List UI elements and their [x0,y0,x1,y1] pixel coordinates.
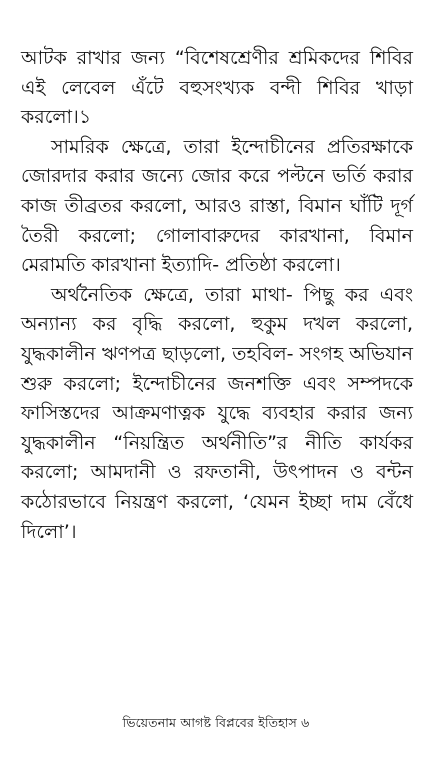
paragraph-1: আটক রাখার জন্য “বিশেষশ্রেণীর শ্রমিকদের শিবির এই লেবেল এঁটে বহুসংখ্যক বন্দী শিবির খাড়া করলো।১ [21,47,413,129]
body-text [21,44,413,547]
page-footer: ভিয়েতনাম আগষ্ট বিপ্লবের ইতিহাস ৬ [122,715,310,730]
paragraph-2: সামরিক ক্ষেত্রে, তারা ইন্দোচীনের প্রতিরক্ষাকে জোরদার করার জন্যে জোর করে পল্টনে ভর্তি করার কাজ তীব্রতর করলো, আরও রাস্তা, বিমান ঘাঁটি দূর্গ তৈরী করলো; গোলাবারুদের কারখানা, বিমান মেরামতি কারখানা ইত্যাদি- প্রতিষ্ঠা করলো। [21,135,413,277]
paragraph-3: অর্থনৈতিক ক্ষেত্রে, তারা মাথা- পিছু কর এবং অন্যান্য কর বৃদ্ধি করলো, হুকুম দখল করলো, যুদ্ধকালীন ঋণপত্র ছাড়লো, তহবিল- সংগহ অভিযান শুরু করলো; ইন্দোচীনের জনশক্তি এবং সম্পদকে ফাসিস্তদের আক্রমণাত্নক যুদ্ধে ব্যবহার করার জন্য যুদ্ধকালীন “নিয়ন্ত্রিত অর্থনীতি”র নীতি কার্যকর করলো; আমদানী ও রফতানী, উৎপাদন ও বন্টন কঠোরভাবে নিয়ন্ত্রণ করলো, ‘যেমন ইচ্ছা দাম বেঁধে দিলো’। [21,283,413,543]
